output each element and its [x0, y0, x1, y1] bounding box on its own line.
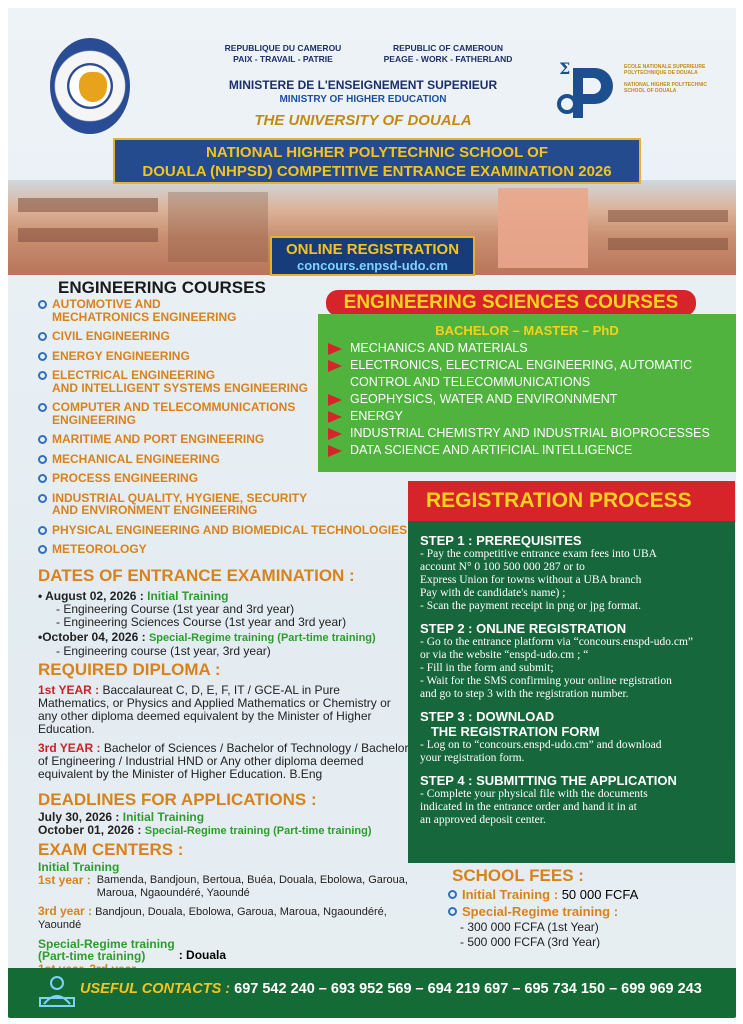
phone-support-icon: [38, 974, 76, 1008]
step-text: - Complete your physical file with the documents indicated in the entrance order and hand it in at an approved deposit center.: [420, 788, 648, 826]
sciences-courses-title: ENGINEERING SCIENCES COURSES: [326, 290, 696, 316]
deadline-2: October 01, 2026 :: [38, 823, 142, 837]
bullet-icon: [38, 371, 47, 380]
fees-initial-label: Initial Training :: [462, 887, 559, 902]
engineering-course-label: AUTOMOTIVE AND MECHATRONICS ENGINEERING: [52, 297, 237, 324]
exam-title-banner: [113, 138, 641, 184]
centers-special-city: : Douala: [178, 948, 227, 962]
bullet-icon: [38, 545, 47, 554]
school-name-en: NATIONAL HIGHER POLYTECHNIC SCHOOL OF DOUALA: [624, 82, 707, 94]
engineering-course-label: PROCESS ENGINEERING: [52, 471, 199, 485]
registration-process-title: REGISTRATION PROCESS: [408, 481, 735, 521]
centers-3rd-year-label: 3rd year :: [38, 904, 93, 918]
engineering-course-label: METEOROLOGY: [52, 542, 147, 556]
bullet-icon: [38, 435, 47, 444]
university-name: THE UNIVERSITY OF DOUALA: [254, 112, 472, 129]
bullet-icon: [38, 332, 47, 341]
diploma-3rd-year-label: 3rd YEAR :: [38, 741, 101, 755]
engineering-course-item: [38, 492, 408, 517]
centers-1st-year-label: 1st year :: [38, 873, 91, 887]
date-1: • August 02, 2026 :: [38, 589, 144, 603]
red-arrow-icon: [328, 394, 342, 406]
bullet-icon: [38, 474, 47, 483]
diploma-title: REQUIRED DIPLOMA :: [38, 660, 221, 679]
sciences-course-item: [328, 357, 736, 391]
step-heading: STEP 4 : SUBMITTING THE APPLICATION: [420, 773, 677, 788]
deadlines-title: DEADLINES FOR APPLICATIONS :: [38, 790, 317, 809]
date-2-item-a: - Engineering course (1st year, 3rd year): [56, 644, 271, 658]
sciences-course-label: GEOPHYSICS, WATER AND ENVIRONNMENT: [350, 392, 618, 406]
sciences-course-item: [328, 340, 736, 357]
date-2-tag: Special-Regime training (Part-time training): [148, 632, 376, 644]
sciences-course-label: ENERGY: [350, 409, 403, 423]
sciences-levels: BACHELOR – MASTER – PhD: [435, 323, 619, 338]
red-arrow-icon: [328, 343, 342, 355]
red-arrow-icon: [328, 360, 342, 372]
fees-bullet-icon: [448, 890, 457, 899]
engineering-course-label: COMPUTER AND TELECOMMUNICATIONS ENGINEERING: [52, 400, 296, 427]
bullet-icon: [38, 300, 47, 309]
red-arrow-icon: [328, 411, 342, 423]
deadline-1-tag: Initial Training: [122, 810, 205, 824]
date-2: •October 04, 2026 :: [38, 630, 146, 644]
deadline-2-tag: Special-Regime training (Part-time training): [144, 825, 372, 837]
required-diploma-section: [38, 660, 413, 781]
fees-bullet-icon: [448, 907, 457, 916]
school-name-fr: ECOLE NATIONALE SUPERIEURE POLYTECHNIQUE DE DOUALA: [624, 64, 706, 76]
registration-label: ONLINE REGISTRATION: [285, 241, 460, 258]
engineering-course-label: MARITIME AND PORT ENGINEERING: [52, 432, 265, 446]
fees-title: SCHOOL FEES :: [452, 866, 584, 885]
exam-centers-title: EXAM CENTERS :: [38, 840, 184, 859]
sciences-course-label: MECHANICS AND MATERIALS: [350, 341, 528, 355]
ministry-en: MINISTRY OF HIGHER EDUCATION: [279, 94, 447, 105]
step-text: - Log on to “concours.enspd-udo.cm” and download your registration form.: [420, 739, 662, 764]
centers-3rd-year-list: Bandjoun, Douala, Ebolowa, Garoua, Maroua, Ngaoundéré, Yaoundé: [38, 906, 387, 931]
poster: [8, 8, 736, 1018]
deadline-1: July 30, 2026 :: [38, 810, 120, 824]
fees-special-1st-year: - 300 000 FCFA (1st Year): [460, 920, 599, 934]
date-1-tag: Initial Training: [147, 589, 229, 603]
republic-fr: [218, 43, 348, 65]
sciences-course-item: [328, 408, 736, 425]
fees-initial-value: 50 000 FCFA: [561, 887, 639, 902]
registration-process-box: [408, 521, 735, 863]
sciences-course-item: [328, 391, 736, 408]
motto-en: PEAGE - WORK - FATHERLAND: [383, 54, 513, 64]
enspd-logo-icon: [553, 58, 623, 122]
seal-emblem-icon: [79, 72, 107, 102]
diploma-3rd-year-text: Bachelor of Sciences / Bachelor of Technology / Bachelor of Engineering / Industrial HND or Any other diploma deemed equivalent by the Minister of Higher Education. B.Eng: [38, 741, 409, 781]
centers-special-label: Special-Regime training (Part-time training): [38, 937, 175, 963]
engineering-course-label: ENERGY ENGINEERING: [52, 348, 190, 363]
engineering-course-label: CIVIL ENGINEERING: [52, 329, 170, 343]
engineering-course-label: ELECTRICAL ENGINEERING AND INTELLIGENT SYSTEMS ENGINEERING: [52, 368, 309, 395]
step-text: - Pay the competitive entrance exam fees into UBA account N° 0 100 500 000 287 or to Express Union for towns without a UBA branch Pay with de candidate's name) ; - Scan the payment receipt in png or jpg format.: [420, 548, 657, 612]
exam-centers-section: [38, 840, 413, 976]
centers-initial-label: Initial Training: [38, 860, 120, 874]
sciences-course-item: [328, 442, 736, 459]
exam-dates-title: DATES OF ENTRANCE EXAMINATION :: [38, 566, 355, 585]
engineering-course-item: [38, 543, 408, 556]
svg-text:Σ: Σ: [559, 59, 571, 78]
ministry-fr: MINISTERE DE L'ENSEIGNEMENT SUPERIEUR: [228, 78, 498, 92]
registration-url-link[interactable]: concours.enpsd-udo.cm: [297, 258, 448, 273]
sciences-course-label: DATA SCIENCE AND ARTIFICIAL INTELLIGENCE: [350, 443, 633, 457]
sciences-course-item: [328, 425, 736, 442]
engineering-course-label: PHYSICAL ENGINEERING AND BIOMEDICAL TECHNOLOGIES: [52, 522, 408, 537]
school-fees-section: [448, 866, 708, 949]
engineering-course-item: [38, 472, 408, 485]
fees-special-label: Special-Regime training :: [462, 904, 619, 919]
motto-fr: PAIX - TRAVAIL - PATRIE: [233, 54, 333, 64]
centers-1st-year-list: Bamenda, Bandjoun, Bertoua, Buéa, Douala, Ebolowa, Garoua, Maroua, Ngaoundéré, Yaoundé: [96, 874, 408, 899]
diploma-1st-year-text: Baccalaureat C, D, E, F, IT / GCE-AL in Pure Mathematics, or Physics and Applied Mathematics or Chemistry or any other diploma deemed equivalent by the Minister of Higher Education.: [38, 683, 391, 736]
engineering-courses-title: ENGINEERING COURSES: [58, 278, 266, 297]
step-heading: STEP 2 : ONLINE REGISTRATION: [420, 621, 627, 636]
red-arrow-icon: [328, 428, 342, 440]
sciences-course-label: ELECTRONICS, ELECTRICAL ENGINEERING, AUTOMATIC CONTROL AND TELECOMMUNICATIONS: [350, 358, 693, 389]
republic-en: [383, 43, 513, 65]
red-arrow-icon: [328, 445, 342, 457]
exam-dates-section: [38, 566, 413, 658]
bullet-icon: [38, 494, 47, 503]
date-1-item-a: - Engineering Course (1st year and 3rd year): [56, 602, 295, 616]
step-heading: STEP 3 : DOWNLOAD THE REGISTRATION FORM: [420, 709, 600, 739]
title-line-1: NATIONAL HIGHER POLYTECHNIC SCHOOL OF: [206, 144, 548, 161]
diploma-1st-year-label: 1st YEAR :: [38, 683, 100, 697]
contacts-footer: [8, 968, 736, 1018]
step-heading: STEP 1 : PREREQUISITES: [420, 533, 582, 548]
republic-en-name: REPUBLIC OF CAMEROUN: [392, 43, 504, 53]
title-line-2: DOUALA (NHPSD) COMPETITIVE ENTRANCE EXAMINATION 2026: [142, 163, 612, 180]
sciences-course-label: INDUSTRIAL CHEMISTRY AND INDUSTRIAL BIOPROCESSES: [350, 426, 710, 440]
contacts-numbers: 697 542 240 – 693 952 569 – 694 219 697 – 695 734 150 – 699 969 243: [234, 981, 702, 997]
deadlines-section: [38, 790, 413, 838]
step-text: - Go to the entrance platform via “concours.enspd-udo.cm” or via the website “enspd-udo.cm ; “ - Fill in the form and submit; - Wait for the SMS confirming your online registration and go to step 3 with the registration number.: [420, 636, 694, 700]
engineering-course-item: [38, 524, 408, 537]
republic-fr-name: REPUBLIQUE DU CAMEROU: [224, 43, 342, 53]
bullet-icon: [38, 526, 47, 535]
date-1-item-b: - Engineering Sciences Course (1st year and 3rd year): [56, 615, 347, 629]
contacts-label: USEFUL CONTACTS :: [80, 981, 231, 997]
online-registration-box: [270, 236, 475, 276]
engineering-course-label: MECHANICAL ENGINEERING: [52, 451, 220, 466]
sciences-courses-box: [318, 314, 736, 472]
university-seal-logo: [50, 38, 130, 134]
bullet-icon: [38, 403, 47, 412]
bullet-icon: [38, 352, 47, 361]
bullet-icon: [38, 455, 47, 464]
engineering-course-label: INDUSTRIAL QUALITY, HYGIENE, SECURITY AND ENVIRONMENT ENGINEERING: [52, 490, 308, 517]
fees-special-3rd-year: - 500 000 FCFA (3rd Year): [460, 935, 601, 949]
